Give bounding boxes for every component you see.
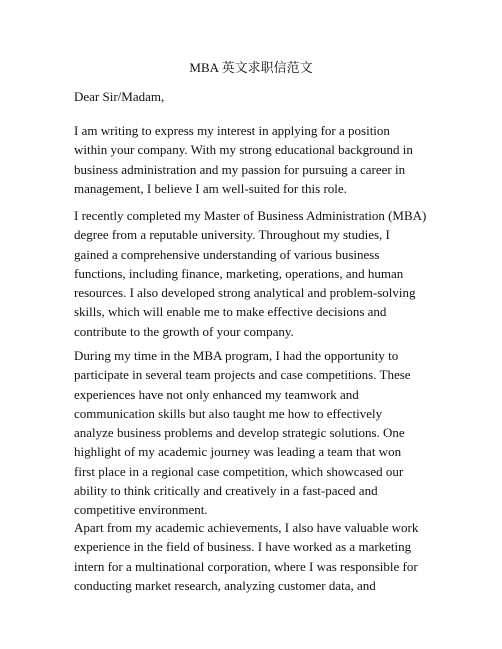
paragraph-line: analyze business problems and develop strategic solutions. One [74, 425, 405, 441]
paragraph-line: business administration and my passion for pursuing a career in [74, 161, 406, 177]
paragraph-intro [74, 121, 446, 198]
paragraph-line: highlight of my academic journey was leading a team that won [74, 444, 402, 460]
paragraph-line: participate in several team projects and case competitions. These [74, 367, 411, 383]
paragraph-line: I recently completed my Master of Business Administration (MBA) [74, 208, 427, 223]
paragraph-line: intern for a multinational corporation, where I was responsible for [74, 558, 418, 574]
paragraph-education [74, 206, 446, 341]
paragraph-line: first place in a regional case competition, which showcased our [74, 463, 404, 479]
paragraph-line: functions, including finance, marketing, operations, and human [74, 265, 404, 281]
document-title: MBA 英文求职信范文 [189, 60, 313, 75]
paragraph-work-experience [74, 518, 446, 595]
paragraph-line: skills, which will enable me to make effective decisions and [74, 304, 387, 320]
paragraph-line: experience in the field of business. I have worked as a marketing [74, 539, 412, 555]
salutation: Dear Sir/Madam, [74, 89, 165, 104]
paragraph-line: ability to think critically and creatively in a fast-paced and [74, 483, 378, 499]
paragraph-line: conducting market research, analyzing customer data, and [74, 577, 376, 593]
paragraph-line: experiences have not only enhanced my teamwork and [74, 386, 359, 402]
paragraph-line: gained a comprehensive understanding of various business [74, 246, 380, 262]
paragraph-line: Apart from my academic achievements, I also have valuable work [74, 520, 419, 535]
paragraph-line: communication skills but also taught me how to effectively [74, 405, 383, 421]
paragraph-line: degree from a reputable university. Throughout my studies, I [74, 227, 390, 243]
paragraph-line: During my time in the MBA program, I had the opportunity to [74, 348, 399, 363]
paragraph-line: I am writing to express my interest in applying for a position [74, 123, 390, 138]
paragraph-line: management, I believe I am well-suited for this role. [74, 180, 347, 196]
paragraph-mba-program [74, 346, 446, 520]
paragraph-line: contribute to the growth of your company. [74, 323, 294, 339]
paragraph-line: resources. I also developed strong analytical and problem-solving [74, 285, 416, 301]
paragraph-line: competitive environment. [74, 502, 208, 518]
paragraph-line: within your company. With my strong educational background in [74, 142, 413, 158]
